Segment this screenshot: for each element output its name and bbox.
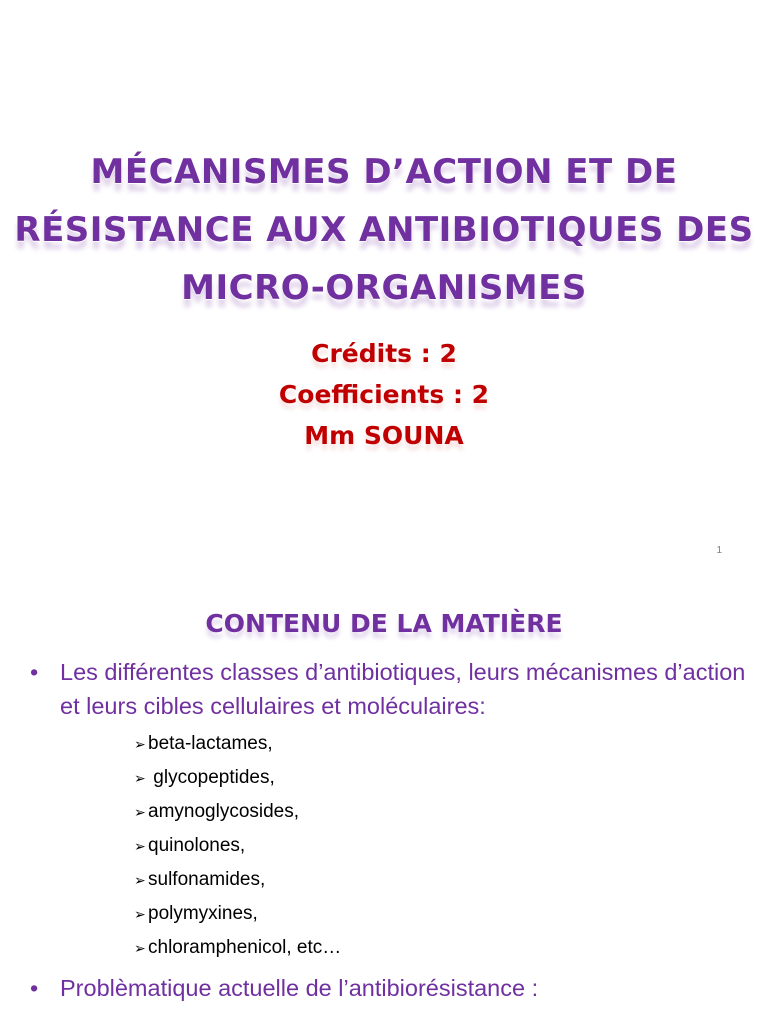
title-line-1: MÉCANISMES D’ACTION ET DE [90,152,678,192]
list-item [134,863,750,897]
list-item-text: glycopeptides, [148,767,275,788]
list-item [134,727,750,761]
list-item [134,829,750,863]
slide-number: 1 [716,545,722,556]
arrow-bullet-icon: ➢ [134,872,146,888]
arrow-bullet-icon: ➢ [134,804,146,820]
credits-text: Crédits : 2 [311,339,457,368]
list-item-text: polymyxines, [148,903,258,924]
bullet-item [30,655,750,965]
author-text: Mm SOUNA [304,421,464,450]
slide-2 [0,568,768,1024]
list-item [134,795,750,829]
title-line-3: MICRO-ORGANISMES [181,268,587,308]
antibiotic-class-list [60,727,750,965]
bullet-dot-icon: • [30,975,39,1001]
arrow-bullet-icon: ➢ [134,770,146,786]
arrow-bullet-icon: ➢ [134,940,146,956]
coefficients-text: Coefficients : 2 [278,380,490,409]
list-item-text: chloramphenicol, etc… [148,937,342,958]
bullet-text: Les différentes classes d’antibiotiques, leurs mécanismes d’action et leurs cibles cellulaires et moléculaires: [60,659,746,719]
list-item-text: sulfonamides, [148,869,266,890]
slide-title [0,143,768,317]
list-item-text: amynoglycosides, [148,801,300,822]
list-item [134,761,750,795]
list-item-text: beta-lactames, [148,733,273,754]
arrow-bullet-icon: ➢ [134,906,146,922]
list-item [134,931,750,965]
list-item [134,897,750,931]
list-item-text: quinolones, [148,835,246,856]
section-heading: CONTENU DE LA MATIÈRE [205,609,563,638]
content-bullet-list [30,655,750,1005]
bullet-dot-icon: • [30,659,39,685]
arrow-bullet-icon: ➢ [134,838,146,854]
arrow-bullet-icon: ➢ [134,736,146,752]
title-line-2: RÉSISTANCE AUX ANTIBIOTIQUES DES [14,210,754,250]
bullet-item [30,971,750,1005]
bullet-text: Problèmatique actuelle de l’antibiorésistance : [60,975,539,1001]
course-meta [0,333,768,456]
